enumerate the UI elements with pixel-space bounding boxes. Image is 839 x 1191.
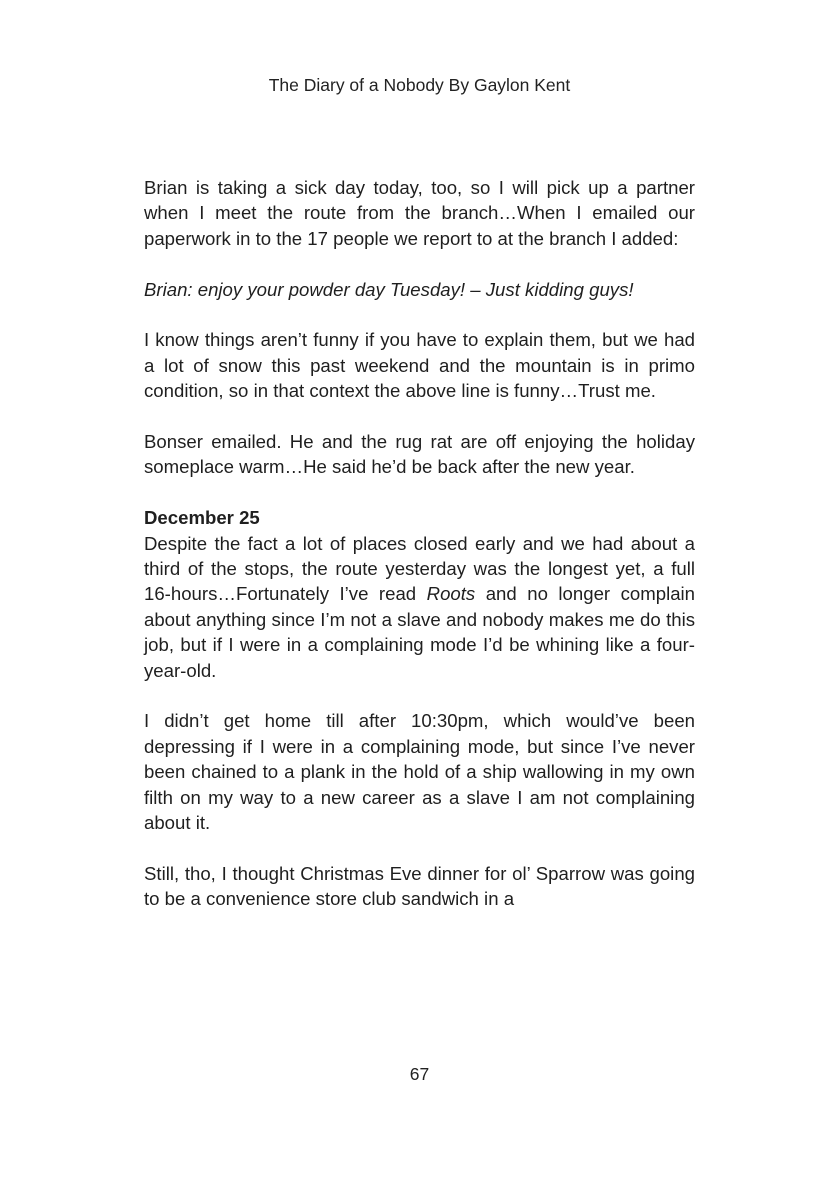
text-run: Brian: enjoy your powder day Tuesday! – Just kidding guys!: [144, 278, 634, 300]
page-body-text: [144, 175, 695, 912]
text-run: Bonser emailed. He and the rug rat are off enjoying the holiday someplace warm…He said he’d be back after the new year.: [144, 431, 695, 478]
date-heading: [144, 505, 695, 530]
paragraph: [144, 277, 695, 302]
paragraph: [144, 531, 695, 683]
text-run: Roots: [426, 583, 476, 605]
paragraph: [144, 708, 695, 835]
text-run: I didn’t get home till after 10:30pm, which would’ve been depressing if I were in a complaining mode, but since I’ve never been chained to a plank in the hold of a ship wallowing in my own filth on my way to a new career as a slave I am not complaining about it.: [144, 710, 695, 834]
text-run: December 25: [144, 507, 260, 529]
text-run: Still, tho, I thought Christmas Eve dinner for ol’ Sparrow was going to be a convenience store club sandwich in a: [144, 862, 695, 910]
paragraph: [144, 327, 695, 403]
paragraph: [144, 861, 695, 912]
paragraph: [144, 429, 695, 480]
text-run: Brian is taking a sick day today, too, so I will pick up a partner when I meet the route from the branch…When I emailed our paperwork in to the 17 people we report to at the branch I added:: [144, 177, 695, 249]
paragraph: [144, 175, 695, 251]
page-number: 67: [409, 1064, 430, 1084]
running-header-title: The Diary of a Nobody By Gaylon Kent: [268, 75, 571, 95]
text-run: and no longer complain about anything since I’m not a slave and nobody makes me do this job, but if I were in a complaining mode I’d be whining like a four-year-old.: [144, 583, 696, 681]
text-run: I know things aren’t funny if you have to explain them, but we had a lot of snow this past weekend and the mountain is in primo condition, so in that context the above line is funny…Trust me.: [144, 329, 695, 402]
text-run: Despite the fact a lot of places closed early and we had about a third of the stops, the route yesterday was the longest yet, a full 16-hours…Fortunately I’ve read: [144, 532, 695, 605]
